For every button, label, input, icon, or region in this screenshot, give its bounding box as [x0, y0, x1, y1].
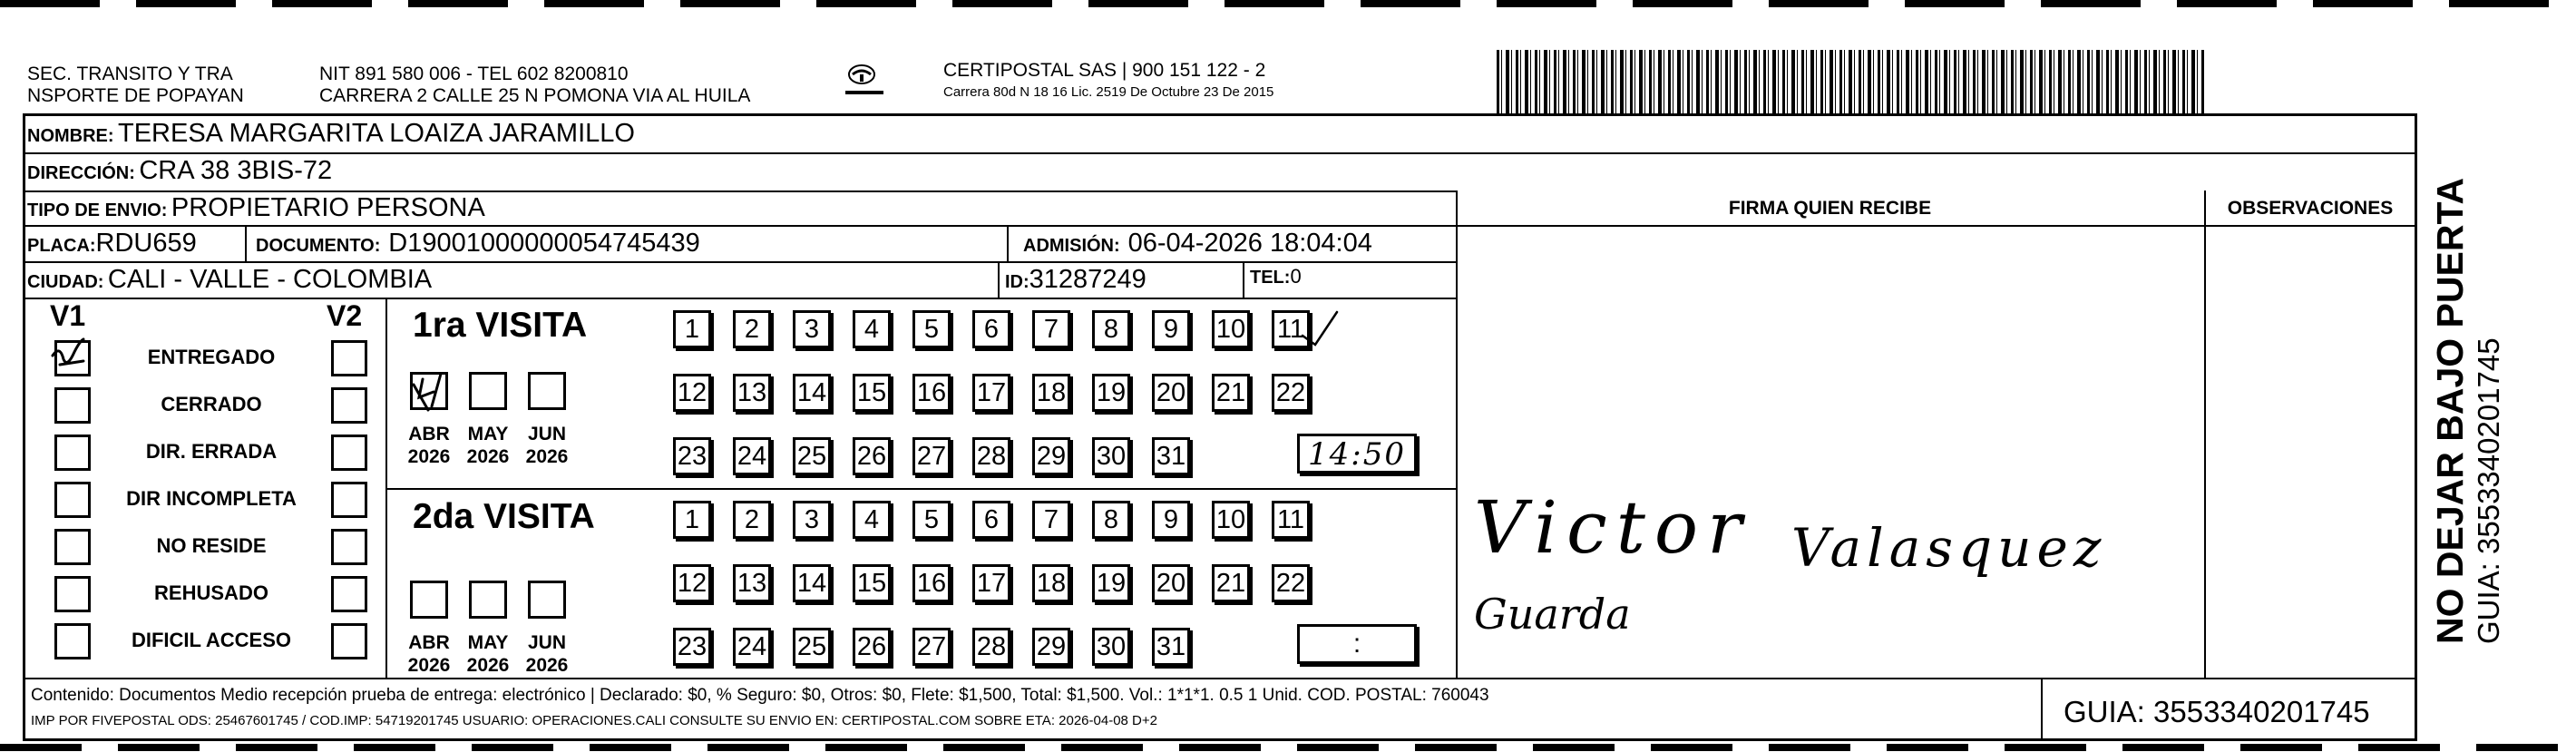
status-label: DIR. ERRADA: [145, 440, 278, 463]
second-visit-day[interactable]: 7: [1032, 501, 1070, 539]
ciudad-value: CALI - VALLE - COLOMBIA: [107, 265, 433, 294]
month-name: ABR: [408, 424, 450, 444]
side-warning: NO DEJAR BAJO PUERTA: [2429, 177, 2471, 644]
first-visit-day[interactable]: 30: [1092, 437, 1130, 475]
v1-checkbox[interactable]: [54, 387, 91, 424]
admision-row: [1023, 229, 1372, 259]
direccion-value: CRA 38 3BIS-72: [139, 156, 333, 185]
month-year: 2026: [525, 446, 569, 467]
second-visit-day[interactable]: 24: [733, 628, 771, 666]
second-visit-day[interactable]: 10: [1212, 501, 1250, 539]
second-visit-day[interactable]: 22: [1272, 564, 1310, 602]
nombre-label: NOMBRE:: [27, 126, 114, 146]
company-name: CERTIPOSTAL SAS | 900 151 122 - 2: [943, 60, 1266, 81]
second-visit-title: 2da VISITA: [413, 497, 595, 536]
rule: [23, 152, 2417, 154]
v2-checkbox[interactable]: [331, 623, 367, 659]
v2-checkbox[interactable]: [331, 576, 367, 612]
signature-name2: Valasquez: [1791, 517, 2107, 579]
second-visit-day[interactable]: 30: [1092, 628, 1130, 666]
second-visit-day[interactable]: 20: [1152, 564, 1190, 602]
tipo-envio-value: PROPIETARIO PERSONA: [171, 193, 485, 222]
sender-line1: SEC. TRANSITO Y TRA: [27, 63, 233, 84]
second-visit-day[interactable]: 4: [853, 501, 891, 539]
rule: [2204, 190, 2206, 678]
first-visit-day[interactable]: 11: [1272, 310, 1310, 348]
first-visit-day[interactable]: 2: [733, 310, 771, 348]
documento-row: [256, 229, 700, 259]
status-label: NO RESIDE: [156, 534, 267, 557]
id-value: 31287249: [1029, 265, 1147, 294]
first-visit-month-label: [461, 423, 515, 468]
second-visit-month-label: [461, 631, 515, 677]
first-visit-day[interactable]: 22: [1272, 374, 1310, 412]
first-visit-day[interactable]: 3: [793, 310, 831, 348]
direccion-label: DIRECCIÓN:: [27, 163, 135, 183]
second-visit-day[interactable]: 1: [673, 501, 711, 539]
v2-checkbox[interactable]: [331, 482, 367, 518]
rule: [1243, 261, 1244, 298]
certipostal-logo-icon: [842, 60, 887, 107]
first-visit-day[interactable]: 7: [1032, 310, 1070, 348]
rule: [23, 298, 1456, 299]
rule: [1456, 190, 1458, 678]
second-visit-day[interactable]: 31: [1152, 628, 1190, 666]
status-label: DIFICIL ACCESO: [131, 629, 291, 651]
month-name: MAY: [467, 424, 509, 444]
first-visit-day[interactable]: 20: [1152, 374, 1190, 412]
placa-label: PLACA:: [27, 236, 96, 256]
rule: [998, 261, 1000, 298]
top-perforation: [0, 0, 2576, 7]
first-visit-day[interactable]: 24: [733, 437, 771, 475]
v2-checkbox[interactable]: [331, 529, 367, 565]
second-visit-day[interactable]: 2: [733, 501, 771, 539]
tipo-envio-label: TIPO DE ENVIO:: [27, 200, 168, 220]
v1-checkbox[interactable]: [54, 576, 91, 612]
second-visit-day[interactable]: 16: [912, 564, 951, 602]
second-visit-day[interactable]: 17: [972, 564, 1010, 602]
month-year: 2026: [525, 655, 569, 676]
sender-block: [27, 63, 244, 107]
first-visit-day[interactable]: 6: [972, 310, 1010, 348]
first-visit-month-checkbox[interactable]: [469, 372, 507, 410]
nombre-row: [27, 119, 635, 149]
tel-label: TEL:: [1250, 268, 1291, 288]
second-visit-day[interactable]: 12: [673, 564, 711, 602]
first-visit-day[interactable]: 19: [1092, 374, 1130, 412]
second-visit-day[interactable]: 23: [673, 628, 711, 666]
tipo-envio-row: [27, 193, 485, 223]
second-visit-day[interactable]: 5: [912, 501, 951, 539]
admision-value: 06-04-2026 18:04:04: [1127, 229, 1372, 258]
second-visit-day[interactable]: 13: [733, 564, 771, 602]
rule: [385, 298, 387, 678]
documento-label: DOCUMENTO:: [256, 236, 381, 256]
side-guia: GUIA: 3553340201745: [2472, 337, 2505, 644]
first-visit-title: 1ra VISITA: [413, 306, 588, 345]
month-name: MAY: [467, 632, 509, 653]
sender-nit-block: [319, 63, 750, 107]
firma-header: FIRMA QUIEN RECIBE: [1728, 198, 1932, 219]
first-visit-time: 14:50: [1308, 436, 1406, 473]
second-visit-day[interactable]: 15: [853, 564, 891, 602]
second-visit-day[interactable]: 11: [1272, 501, 1310, 539]
first-visit-month-checkbox[interactable]: [528, 372, 566, 410]
rule: [23, 225, 2417, 227]
sender-line2: NSPORTE DE POPAYAN: [27, 85, 244, 106]
company-license: Carrera 80d N 18 16 Lic. 2519 De Octubre 23 De 2015: [943, 84, 1274, 100]
v2-checkbox[interactable]: [331, 340, 367, 376]
rule: [1007, 225, 1009, 261]
month-year: 2026: [407, 655, 451, 676]
first-visit-day[interactable]: 31: [1152, 437, 1190, 475]
v2-header: V2: [327, 299, 363, 332]
first-visit-day[interactable]: 13: [733, 374, 771, 412]
first-visit-day[interactable]: 16: [912, 374, 951, 412]
ciudad-row: [27, 265, 432, 295]
check-mark-icon: [406, 370, 461, 415]
second-visit-day[interactable]: 14: [793, 564, 831, 602]
sender-address: CARRERA 2 CALLE 25 N POMONA VIA AL HUILA: [319, 85, 751, 106]
id-row: [1005, 265, 1147, 295]
v1-checkbox[interactable]: [54, 482, 91, 518]
second-visit-day[interactable]: 26: [853, 628, 891, 666]
id-label: ID:: [1005, 272, 1029, 292]
month-name: JUN: [527, 424, 566, 444]
second-visit-day[interactable]: 8: [1092, 501, 1130, 539]
footer-guia: GUIA: 3553340201745: [2064, 695, 2370, 728]
month-year: 2026: [466, 446, 510, 467]
second-visit-day[interactable]: 27: [912, 628, 951, 666]
second-visit-time: :: [1352, 629, 1361, 659]
first-visit-day[interactable]: 18: [1032, 374, 1070, 412]
v2-checkbox[interactable]: [331, 387, 367, 424]
first-visit-month-label: [402, 423, 456, 468]
first-visit-day[interactable]: 15: [853, 374, 891, 412]
second-visit-day[interactable]: 3: [793, 501, 831, 539]
first-visit-day[interactable]: 27: [912, 437, 951, 475]
rule: [245, 225, 247, 261]
direccion-row: [27, 156, 332, 186]
placa-row: [27, 229, 197, 259]
first-visit-day[interactable]: 5: [912, 310, 951, 348]
v1-header: V1: [50, 299, 86, 332]
first-visit-day[interactable]: 8: [1092, 310, 1130, 348]
second-visit-day[interactable]: 19: [1092, 564, 1130, 602]
company-block: [943, 60, 1273, 103]
first-visit-day[interactable]: 9: [1152, 310, 1190, 348]
second-visit-day[interactable]: 29: [1032, 628, 1070, 666]
status-label: REHUSADO: [154, 581, 268, 604]
placa-value: RDU659: [95, 229, 197, 258]
entregado-check-icon: [47, 334, 93, 376]
second-visit-month-checkbox[interactable]: [469, 581, 507, 619]
first-visit-time-box[interactable]: [1297, 434, 1417, 474]
documento-value: D19001000000054745439: [388, 229, 700, 258]
v1-checkbox[interactable]: [54, 435, 91, 471]
nombre-value: TERESA MARGARITA LOAIZA JARAMILLO: [118, 119, 635, 148]
second-visit-month-label: [402, 631, 456, 677]
footer-imp: IMP POR FIVEPOSTAL ODS: 25467601745 / COD.IMP: 54719201745 USUARIO: OPERACIONES.CALI CONSULTE SU ENVIO EN: CERTIPOSTAL.COM SOBRE ETA: 2026-04-08 D+2: [31, 713, 1157, 728]
rule: [23, 261, 1456, 263]
ciudad-label: CIUDAD:: [27, 272, 104, 292]
v2-checkbox[interactable]: [331, 435, 367, 471]
admision-label: ADMISIÓN:: [1023, 236, 1120, 256]
first-visit-day[interactable]: 10: [1212, 310, 1250, 348]
status-label: CERRADO: [161, 393, 262, 415]
first-visit-day[interactable]: 17: [972, 374, 1010, 412]
first-visit-month-label: [520, 423, 574, 468]
second-visit-month-checkbox[interactable]: [528, 581, 566, 619]
second-visit-month-checkbox[interactable]: [410, 581, 448, 619]
first-visit-day[interactable]: 23: [673, 437, 711, 475]
rule: [23, 678, 2417, 679]
second-visit-day[interactable]: 21: [1212, 564, 1250, 602]
side-text: [2429, 136, 2507, 644]
second-visit-day[interactable]: 25: [793, 628, 831, 666]
month-year: 2026: [466, 655, 510, 676]
first-visit-day[interactable]: 29: [1032, 437, 1070, 475]
sender-nit: NIT 891 580 006 - TEL 602 8200810: [319, 63, 629, 84]
day-check-icon: [1297, 308, 1344, 352]
first-visit-day[interactable]: 25: [793, 437, 831, 475]
v1-checkbox[interactable]: [54, 529, 91, 565]
footer-content: Contenido: Documentos Medio recepción prueba de entrega: electrónico | Declarado: $0, % Seguro: $0, Otros: $0, Flete: $1,500, Total: $1,500. Vol.: 1*1*1. 0.5 1 Unid. COD. POSTAL: 760043: [31, 686, 1489, 705]
first-visit-day[interactable]: 4: [853, 310, 891, 348]
first-visit-day[interactable]: 12: [673, 374, 711, 412]
signature-role: Guarda: [1474, 590, 1631, 639]
second-visit-day[interactable]: 28: [972, 628, 1010, 666]
rule: [385, 488, 1456, 490]
signature-name1: Victor: [1474, 485, 1751, 570]
second-visit-day[interactable]: 9: [1152, 501, 1190, 539]
observaciones-header: OBSERVACIONES: [2227, 198, 2394, 219]
first-visit-day[interactable]: 14: [793, 374, 831, 412]
first-visit-day[interactable]: 21: [1212, 374, 1250, 412]
second-visit-time-box[interactable]: [1297, 624, 1417, 664]
bottom-perforation: [0, 744, 2576, 751]
month-year: 2026: [407, 446, 451, 467]
first-visit-day[interactable]: 1: [673, 310, 711, 348]
v1-checkbox[interactable]: [54, 623, 91, 659]
month-name: ABR: [408, 632, 450, 653]
tel-row: [1250, 265, 1302, 288]
first-visit-day[interactable]: 26: [853, 437, 891, 475]
rule: [2041, 678, 2043, 741]
barcode: [1497, 50, 2204, 113]
second-visit-month-label: [520, 631, 574, 677]
rule: [23, 190, 1456, 192]
second-visit-day[interactable]: 6: [972, 501, 1010, 539]
status-label: ENTREGADO: [147, 346, 276, 368]
tel-value: 0: [1290, 265, 1302, 288]
status-label: DIR INCOMPLETA: [126, 487, 297, 510]
month-name: JUN: [527, 632, 566, 653]
second-visit-day[interactable]: 18: [1032, 564, 1070, 602]
first-visit-day[interactable]: 28: [972, 437, 1010, 475]
